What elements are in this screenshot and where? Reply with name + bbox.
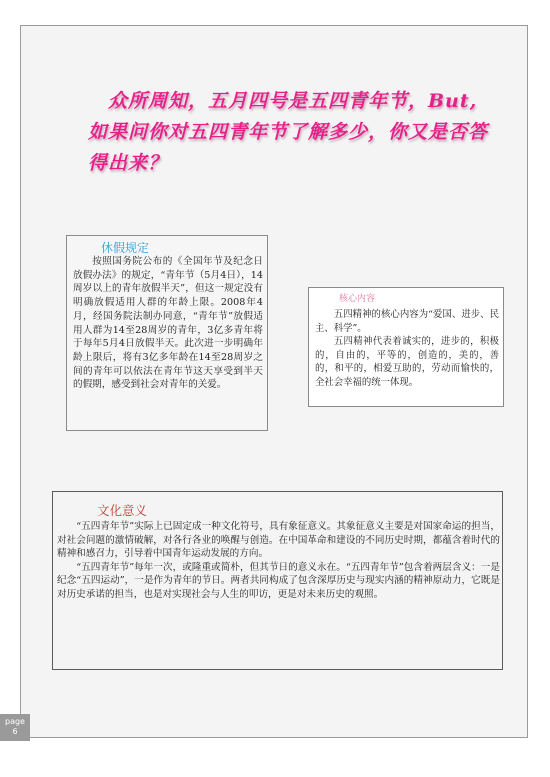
cultural-meaning-paragraph: “五四青年节”实际上已固定成一种文化符号，具有象征意义。其象征意义主要是对国家命运的担当，对社会问题的激情破解，对各行各业的唤醒与创造。在中国革命和建设的不同历史时期，都蕴含着时代的精神和感召力，引导着中国青年运动发展的方向。 [57, 521, 500, 559]
headline-line-3: 得出来？ [88, 152, 169, 174]
holiday-rules-body [73, 255, 263, 392]
core-content-box [308, 287, 504, 407]
headline-line-2: 如果问你对五四青年节了解多少，你又是否答 [88, 121, 489, 143]
cultural-meaning-paragraph: “五四青年节”每年一次，或隆重或简朴，但其节日的意义永在。“五四青年节”包含着两层含义：一是纪念“五四运动”，一是作为青年的节日。两者共同构成了包含深厚历史与现实内涵的精神原动力，它既是对历史承诺的担当，也是对实现社会与人生的叩访，更是对未来历史的观照。 [57, 561, 500, 600]
core-content-body [315, 308, 499, 390]
headline [88, 86, 488, 179]
headline-line-1: 众所周知，五月四号是五四青年节，But, [108, 90, 478, 112]
core-content-title: 核心内容 [339, 294, 376, 304]
cultural-meaning-title: 文化意义 [97, 503, 148, 518]
holiday-rules-title: 休假规定 [101, 241, 150, 255]
core-content-paragraph: 五四精神的核心内容为“爱国、进步、民主、科学”。 [315, 309, 499, 334]
page-label: page [5, 717, 25, 726]
core-content-paragraph: 五四精神代表着诚实的，进步的，积极的，自由的，平等的，创造的，美的，善的，和平的，相爱互助的，劳动而愉快的，全社会幸福的统一体现。 [315, 336, 499, 388]
page-number: 6 [12, 727, 18, 736]
cultural-meaning-body [57, 520, 500, 601]
holiday-rules-box [66, 235, 268, 431]
cultural-meaning-box [52, 491, 503, 670]
holiday-rules-paragraph: 按照国务院公布的《全国年节及纪念日放假办法》的规定，“青年节（5月4日），14周岁以上的青年放假半天”，但这一规定没有明确放假适用人群的年龄上限。2008年4月，经国务院法制办同意，“青年节”放假适用人群为14至28周岁的青年，3亿多青年将于每年5月4日放假半天。此次进一步明确年龄上限后，将有3亿多年龄在14至28周岁之间的青年可以依法在青年节这天享受到半天的假期，感受到社会对青年的关爱。 [73, 256, 263, 391]
page-number-tab [0, 714, 30, 741]
